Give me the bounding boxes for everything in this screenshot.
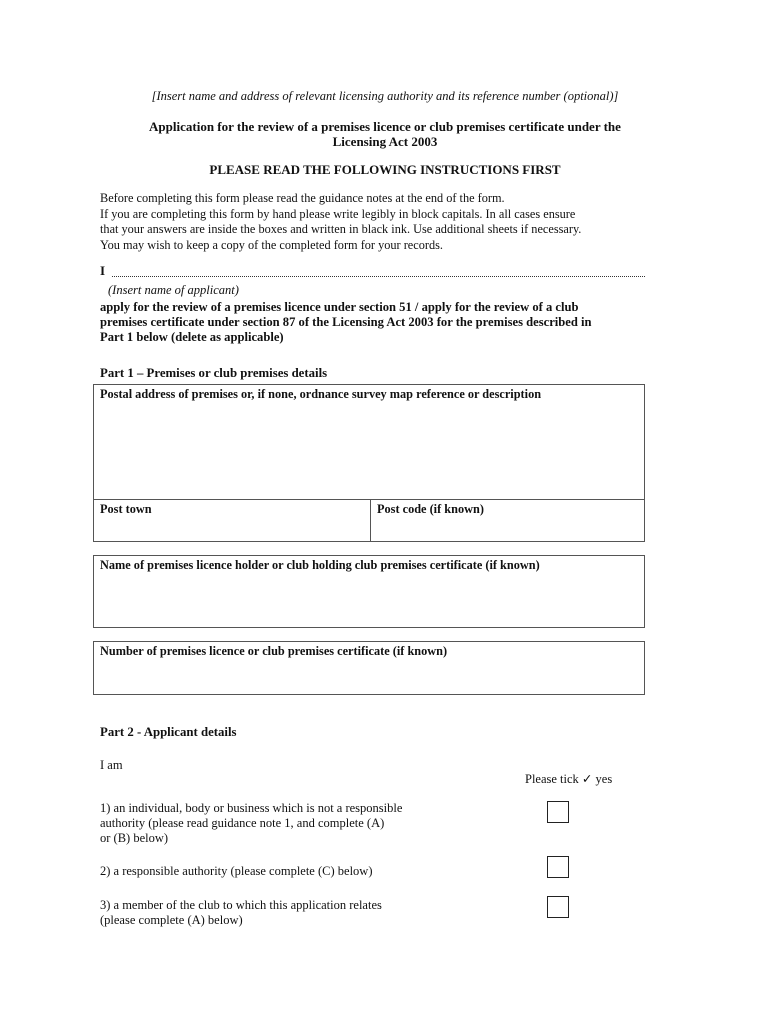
post-code-field[interactable] [371,500,644,541]
instruction-line: Before completing this form please read the guidance notes at the end of the form. [100,191,505,205]
applicant-prefix: I [100,263,106,278]
option-line: authority (please read guidance note 1, and complete (A) [100,816,385,830]
post-code-label: Post code (if known) [377,502,484,516]
part2-heading: Part 2 - Applicant details [100,725,237,739]
option-responsible-authority-label [100,864,372,879]
post-town-label: Post town [100,502,152,516]
option-club-member-checkbox[interactable] [547,896,569,918]
option-club-member-label [100,898,382,928]
apply-line: premises certificate under section 87 of the Licensing Act 2003 for the premises described in [100,315,592,329]
option-line: or (B) below) [100,831,169,845]
option-line: (please complete (A) below) [100,913,243,927]
premises-address-section [93,384,645,542]
licence-holder-field[interactable] [93,555,645,628]
form-title-line: Licensing Act 2003 [332,134,438,149]
apply-statement [100,300,660,345]
authority-note: [Insert name and address of relevant licensing authority and its reference number (optional)] [151,89,619,103]
post-town-field[interactable] [94,500,370,541]
option-line: 3) a member of the club to which this application relates [100,898,382,912]
licence-number-field[interactable] [93,641,645,695]
postal-address-label: Postal address of premises or, if none, ordnance survey map reference or description [100,387,542,401]
i-am-label: I am [100,758,123,772]
apply-line: apply for the review of a premises licence under section 51 / apply for the review of a club [100,300,579,314]
applicant-name-field[interactable] [112,276,645,277]
instruction-line: If you are completing this form by hand please write legibly in block capitals. In all cases ensure [100,206,576,221]
instructions-heading: PLEASE READ THE FOLLOWING INSTRUCTIONS FIRST [209,162,561,177]
apply-line: Part 1 below (delete as applicable) [100,330,284,344]
form-title [0,119,770,149]
form-title-line: Application for the review of a premises licence or club premises certificate under the [149,119,621,134]
option-responsible-authority-checkbox[interactable] [547,856,569,878]
option-individual-checkbox[interactable] [547,801,569,823]
instruction-line: that your answers are inside the boxes and written in black ink. Use additional sheets if necessary. [100,222,582,236]
option-line: 2) a responsible authority (please complete (C) below) [100,864,373,878]
instruction-line: You may wish to keep a copy of the completed form for your records. [100,237,443,252]
tick-header: Please tick ✓ yes [525,772,613,786]
licence-number-label: Number of premises licence or club premises certificate (if known) [100,644,448,658]
applicant-name-note: (Insert name of applicant) [108,283,239,297]
option-line: 1) an individual, body or business which is not a responsible [100,801,403,815]
part1-heading: Part 1 – Premises or club premises details [100,366,328,380]
licence-holder-label: Name of premises licence holder or club holding club premises certificate (if known) [100,558,540,572]
instructions-text [100,191,660,253]
postal-address-field[interactable] [94,385,644,499]
option-individual-label [100,801,402,846]
